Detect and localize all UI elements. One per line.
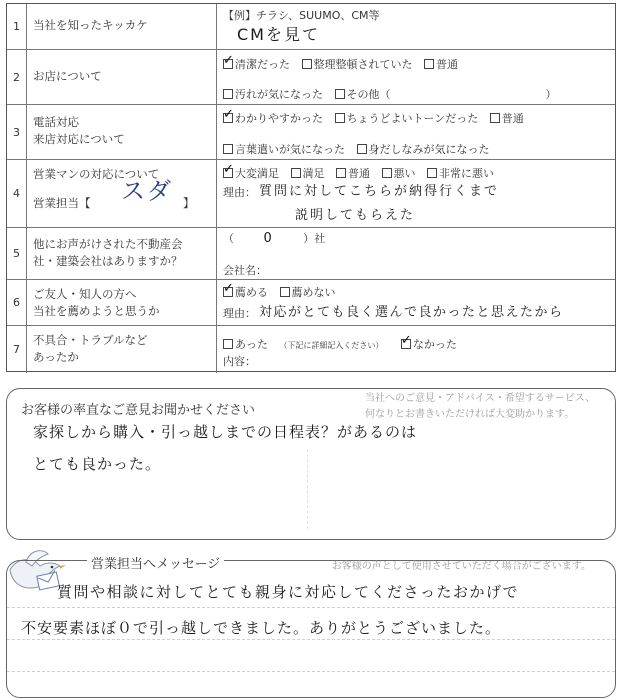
options-line — [223, 110, 532, 126]
question-text: 電話対応 — [33, 115, 79, 129]
content-label: 内容： — [223, 355, 256, 368]
answer-cell — [217, 280, 615, 325]
checkbox[interactable] — [490, 113, 500, 123]
question-text: 来店対応について — [33, 132, 125, 146]
options-line — [223, 141, 498, 157]
paren-close: ）社 — [303, 232, 326, 245]
question-text: 不具合・トラブルなど — [33, 333, 148, 347]
option-label: 整理整頓されていた — [313, 58, 413, 71]
option-satisfied[interactable] — [291, 167, 325, 180]
handwritten-reason: 対応がとても良く選んで良かったと思えたから — [259, 305, 564, 320]
option-label: 非常に悪い — [439, 167, 494, 180]
option-other[interactable] — [335, 88, 391, 101]
question-text: 他にお声がけされた不動産会 — [33, 237, 183, 251]
handwritten-reason: 説明してもらえた — [295, 208, 416, 223]
guide-line — [7, 671, 615, 672]
checkbox[interactable] — [336, 168, 346, 178]
question-label — [27, 4, 217, 49]
question-label — [27, 105, 217, 159]
answer-cell — [217, 50, 615, 104]
guide-line — [7, 639, 615, 640]
row-other-companies — [7, 228, 615, 280]
option-normal[interactable] — [490, 112, 524, 125]
checkbox[interactable] — [302, 59, 312, 69]
handwritten-message: 質問や相談に対してとても親身に対応してくださったおかげで — [57, 583, 520, 601]
option-tidy[interactable] — [302, 58, 413, 71]
options-line — [223, 86, 557, 102]
row-number: 4 — [7, 160, 27, 227]
company-name-label: 会社名： — [223, 264, 267, 277]
option-label: 普通 — [436, 58, 458, 71]
option-good-tone[interactable] — [335, 112, 479, 125]
example-text: 【例】チラシ、SUUMO、CM等 — [223, 9, 380, 22]
option-label: あった — [235, 338, 268, 351]
other-close-paren: ） — [545, 88, 557, 101]
options-line — [223, 56, 466, 72]
option-label: 普通 — [501, 112, 524, 125]
handwritten-reason: 質問に対してこちらが納得行くまで — [259, 184, 500, 199]
option-very-satisfied[interactable] — [223, 167, 279, 180]
option-label: 言葉遣いが気になった — [235, 143, 345, 156]
answer-cell — [217, 326, 615, 373]
checkbox[interactable] — [335, 113, 345, 123]
company-count — [223, 230, 325, 246]
option-clear[interactable] — [223, 112, 323, 125]
answer-cell — [217, 160, 615, 227]
opinion-title: お客様の率直なご意見お聞かせください — [21, 403, 256, 418]
message-panel — [6, 557, 616, 698]
checkbox-checked[interactable] — [223, 113, 233, 123]
question-label — [27, 160, 217, 227]
question-text: 社・建築会社はありますか？ — [33, 254, 183, 268]
checkbox[interactable] — [291, 168, 301, 178]
option-no[interactable] — [401, 338, 457, 351]
option-very-bad[interactable] — [427, 167, 494, 180]
handwritten-count: 0 — [263, 231, 274, 246]
note-line: 当社へのご意見・アドバイス・希望するサービス、 — [365, 393, 595, 404]
option-label: 満足 — [302, 167, 325, 180]
checkbox-checked[interactable] — [223, 59, 233, 69]
row-number: 5 — [7, 228, 27, 279]
row-store — [7, 50, 615, 105]
option-label: ちょうどよいトーンだった — [346, 112, 479, 125]
option-not-recommend[interactable] — [280, 286, 336, 299]
option-label: 大変満足 — [235, 167, 279, 180]
option-label: 薦めない — [291, 286, 336, 299]
reason-label: 理由： — [223, 307, 256, 320]
option-appearance[interactable] — [357, 143, 490, 156]
row-trouble — [7, 326, 615, 373]
option-bad[interactable] — [382, 167, 416, 180]
option-clean[interactable] — [223, 58, 290, 71]
option-label: その他（ — [346, 88, 391, 101]
row-discovery — [7, 4, 615, 50]
staff-line — [33, 177, 210, 212]
option-label: 清潔だった — [235, 58, 290, 71]
guide-line — [7, 607, 615, 608]
row-number: 3 — [7, 105, 27, 159]
checkbox[interactable] — [424, 59, 434, 69]
option-label: 汚れが気になった — [235, 88, 323, 101]
row-number: 6 — [7, 280, 27, 325]
question-text: 当社を薦めようと思うか — [33, 304, 160, 318]
option-label: 薦める — [235, 286, 268, 299]
question-text: お店について — [33, 69, 102, 83]
option-wording[interactable] — [223, 143, 345, 156]
row-phone-visit — [7, 105, 615, 160]
option-label: 身だしなみが気になった — [368, 143, 490, 156]
answer-cell — [217, 105, 615, 159]
option-dirty[interactable] — [223, 88, 323, 101]
question-label — [27, 326, 217, 373]
checkbox-checked[interactable] — [223, 287, 233, 297]
question-text: 営業マンの対応について — [33, 167, 160, 181]
staff-name-handwritten: スダ — [121, 177, 173, 205]
paren-open: （ — [223, 232, 234, 245]
message-title: 営業担当へメッセージ — [87, 553, 224, 572]
reason-label: 理由： — [223, 186, 256, 199]
option-label: なかった — [412, 338, 457, 351]
options-line — [223, 165, 502, 181]
option-normal[interactable] — [336, 167, 370, 180]
answer-cell — [217, 4, 615, 49]
row-sales-staff — [7, 160, 615, 228]
checkbox[interactable] — [382, 168, 392, 178]
question-label — [27, 280, 217, 325]
question-text: 当社を知ったキッカケ — [33, 18, 148, 32]
checkbox[interactable] — [223, 144, 233, 154]
handwritten-opinion: とても良かった。 — [33, 455, 162, 473]
question-text: ご友人・知人の方へ — [33, 287, 137, 301]
checkbox[interactable] — [223, 339, 233, 349]
option-yes[interactable] — [223, 338, 268, 351]
bracket-close: 】 — [183, 196, 195, 210]
guide-line — [307, 449, 308, 529]
question-text: あったか — [33, 350, 79, 364]
row-recommend — [7, 280, 615, 326]
options-line — [223, 284, 344, 300]
survey-table — [6, 3, 616, 372]
detail-note: （下記に詳細記入ください） — [279, 341, 384, 350]
checkbox[interactable] — [427, 168, 437, 178]
handwritten-opinion: 家探しから購入・引っ越しまでの日程表？があるのは — [33, 423, 418, 441]
question-label — [27, 50, 217, 104]
option-label: 普通 — [348, 167, 370, 180]
opinion-note — [365, 391, 595, 423]
checkbox-checked[interactable] — [223, 168, 233, 178]
checkbox[interactable] — [223, 89, 233, 99]
option-label: わかりやすかった — [235, 112, 323, 125]
checkbox[interactable] — [335, 89, 345, 99]
checkbox-checked[interactable] — [401, 339, 411, 349]
handwritten-message: 不安要素ほぼ０で引っ越しできました。ありがとうございました。 — [21, 619, 502, 637]
staff-label: 営業担当【 — [33, 196, 91, 210]
answer-cell — [217, 228, 615, 279]
checkbox[interactable] — [357, 144, 367, 154]
row-number: 7 — [7, 326, 27, 373]
handwritten-answer: CMを見て — [237, 25, 320, 44]
question-label — [27, 228, 217, 279]
option-label: 悪い — [393, 167, 416, 180]
options-line — [223, 336, 465, 352]
checkbox[interactable] — [280, 287, 290, 297]
opinion-panel — [6, 388, 616, 540]
message-note: お客様の声として使用させていただく場合がございます。 — [331, 561, 591, 572]
option-normal[interactable] — [424, 58, 458, 71]
row-number: 2 — [7, 50, 27, 104]
option-recommend[interactable] — [223, 286, 268, 299]
note-line: 何なりとお書きいただければ大変助かります。 — [365, 409, 575, 420]
row-number: 1 — [7, 4, 27, 49]
